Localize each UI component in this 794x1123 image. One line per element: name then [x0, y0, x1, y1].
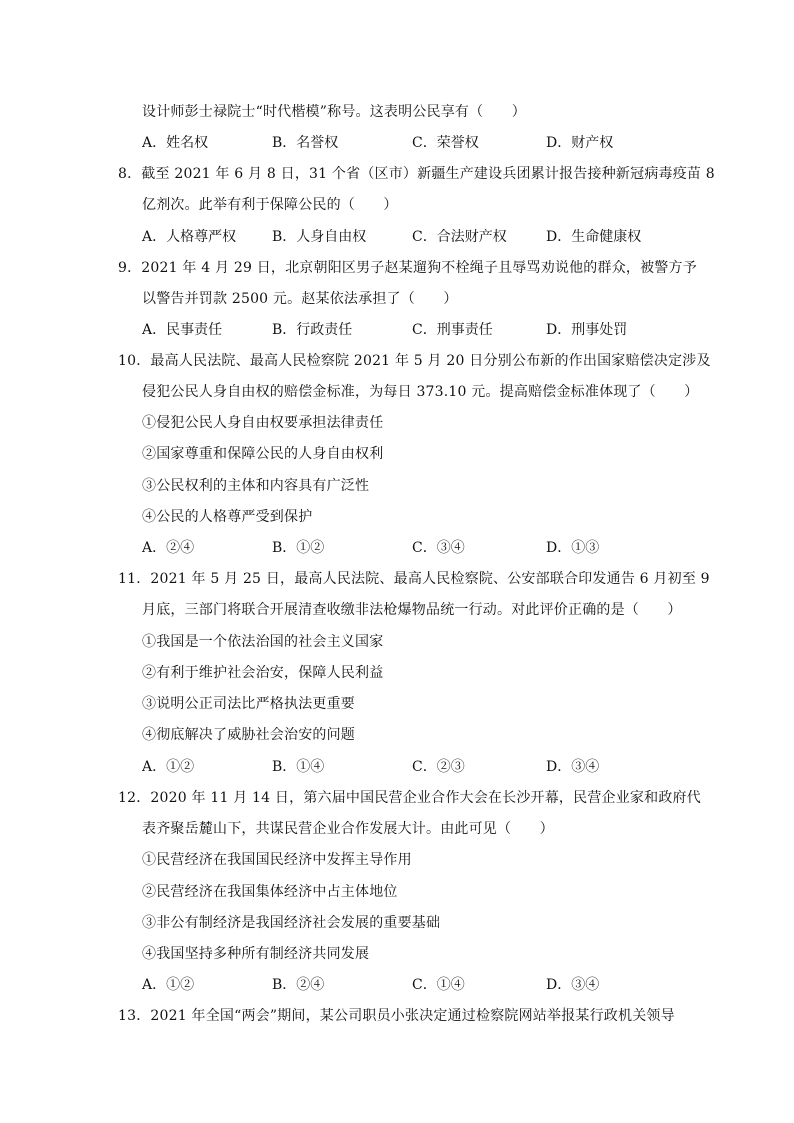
question-12-text-line-2: 表齐聚岳麓山下，共谋民营企业合作发展大计。由此可见（ ）	[142, 821, 554, 837]
question-11-option-b: B．①④	[272, 759, 325, 775]
question-10-option-a: A．②④	[142, 540, 195, 556]
question-7-option-c: C．荣誉权	[412, 135, 479, 151]
question-7-option-d: D．财产权	[546, 135, 614, 151]
question-11-statement-3: ③说明公正司法比严格执法更重要	[142, 696, 355, 712]
question-10-option-b: B．①②	[272, 540, 325, 556]
question-11-text-line-1: 11．2021 年 5 月 25 日，最高人民法院、最高人民检察院、公安部联合印发通告 6 月初至 9	[118, 571, 710, 587]
question-12-text-line-1: 12．2020 年 11 月 14 日，第六届中国民营企业合作大会在长沙开幕，民营企业家和政府代	[118, 790, 701, 806]
question-8-option-c: C．合法财产权	[412, 229, 507, 245]
question-12-statement-2: ②民营经济在我国集体经济中占主体地位	[142, 884, 398, 900]
question-12-option-d: D．③④	[546, 977, 600, 993]
question-11-statement-1: ①我国是一个依法治国的社会主义国家	[142, 634, 384, 650]
question-8-option-a: A．人格尊严权	[142, 229, 237, 245]
question-12-statement-1: ①民营经济在我国国民经济中发挥主导作用	[142, 852, 412, 868]
question-11-statement-4: ④彻底解决了威胁社会治安的问题	[142, 727, 355, 743]
question-12-option-c: C．①④	[412, 977, 465, 993]
question-12-statement-4: ④我国坚持多种所有制经济共同发展	[142, 946, 370, 962]
question-10-statement-3: ③公民权利的主体和内容具有广泛性	[142, 478, 370, 494]
question-11-option-c: C．②③	[412, 759, 465, 775]
question-9-option-b: B．行政责任	[272, 322, 353, 338]
question-8-option-b: B．人身自由权	[272, 229, 367, 245]
question-10-text-line-2: 侵犯公民人身自由权的赔偿金标准，为每日 373.10 元。提高赔偿金标准体现了（ ）	[142, 384, 699, 400]
question-10-option-d: D．①③	[546, 540, 600, 556]
question-8-option-d: D．生命健康权	[546, 229, 642, 245]
question-11-option-a: A．①②	[142, 759, 195, 775]
question-7-option-a: A．姓名权	[142, 135, 209, 151]
question-12-option-a: A．①②	[142, 977, 195, 993]
question-11-option-d: D．③④	[546, 759, 600, 775]
question-10-text-line-1: 10．最高人民法院、最高人民检察院 2021 年 5 月 20 日分别公布新的作出国家赔偿决定涉及	[118, 353, 711, 369]
question-12-statement-3: ③非公有制经济是我国经济社会发展的重要基础	[142, 915, 441, 931]
question-13-text-line-1: 13．2021 年全国“两会”期间，某公司职员小张决定通过检察院网站举报某行政机关领导	[118, 1008, 675, 1024]
question-9-text-line-1: 9．2021 年 4 月 29 日，北京朝阳区男子赵某遛狗不栓绳子且辱骂劝说他的群众，被警方予	[118, 260, 697, 276]
question-10-statement-1: ①侵犯公民人身自由权要承担法律责任	[142, 415, 384, 431]
question-7-option-b: B．名誉权	[272, 135, 339, 151]
question-10-statement-2: ②国家尊重和保障公民的人身自由权利	[142, 446, 384, 462]
question-9-option-a: A．民事责任	[142, 322, 223, 338]
question-9-text-line-2: 以警告并罚款 2500 元。赵某依法承担了（ ）	[142, 291, 458, 307]
question-11-statement-2: ②有利于维护社会治安，保障人民利益	[142, 665, 384, 681]
question-7-text-line-1: 设计师彭士禄院士“时代楷模”称号。这表明公民享有（ ）	[142, 104, 526, 120]
question-8-text-line-2: 亿剂次。此举有利于保障公民的（ ）	[142, 197, 398, 213]
question-11-text-line-2: 月底，三部门将联合开展清查收缴非法枪爆物品统一行动。对此评价正确的是（ ）	[142, 602, 682, 618]
question-9-option-c: C．刑事责任	[412, 322, 493, 338]
question-8-text-line-1: 8．截至 2021 年 6 月 8 日，31 个省（区市）新疆生产建设兵团累计报告接种新冠病毒疫苗 8	[118, 166, 715, 182]
question-9-option-d: D．刑事处罚	[546, 322, 628, 338]
question-10-statement-4: ④公民的人格尊严受到保护	[142, 509, 313, 525]
question-12-option-b: B．②④	[272, 977, 325, 993]
question-10-option-c: C．③④	[412, 540, 465, 556]
